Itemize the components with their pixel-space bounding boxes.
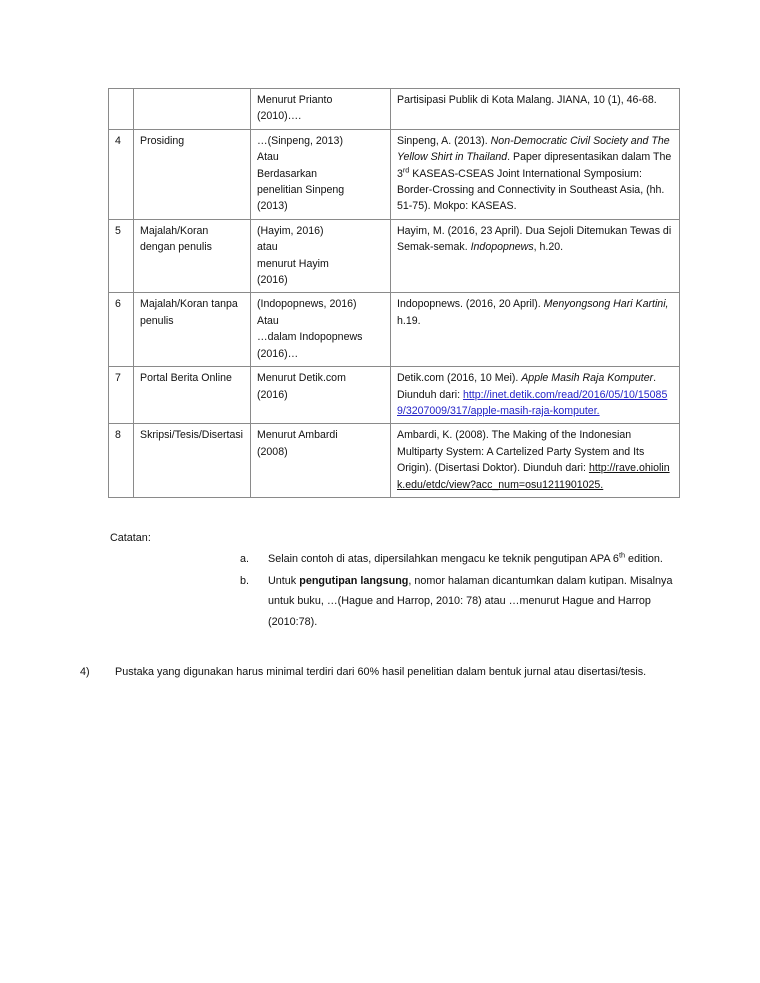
row-number-cell: 4 [109,129,134,219]
citation-line: (2016) [257,388,288,401]
citation-line: Menurut Detik.com [257,372,346,385]
text-run: h.19. [397,314,421,327]
superscript-text: rd [402,165,410,175]
text-run: , nomor halaman dicantumkan dalam kutipan. Misalnya untuk buku, …(Hague and Harrop, 2010: 78) atau …menurut Hague and Harrop (2010:78). [268,574,673,628]
source-type-cell: Majalah/Koran dengan penulis [134,219,251,293]
text-run: . Paper dipresentasikan dalam The 3 [397,151,672,180]
reference-entry-cell [391,219,680,293]
reference-url-link[interactable]: http://inet.detik.com/read/2016/05/10/150859/3207009/317/apple-masih-raja-komputer. [397,388,668,417]
citation-line: (Indopopnews, 2016) [257,298,357,311]
citation-line: Atau [257,151,279,164]
catatan-item [240,571,680,633]
catatan-item [240,549,680,570]
citation-line: Menurut Ambardi [257,429,338,442]
in-text-citation-cell [251,89,391,130]
row-number-cell: 8 [109,424,134,498]
reference-entry-cell [391,89,680,130]
citation-line: (2016)… [257,347,299,360]
source-type-cell: Prosiding [134,129,251,219]
catatan-item-text [268,571,680,633]
reference-entry-cell [391,293,680,367]
source-type-cell: Skripsi/Tesis/Disertasi [134,424,251,498]
text-run: Ambardi, K. (2008). The Making of the Indonesian Multiparty System: A Cartelized Party System and Its Origin). (Disertasi Doktor). Diunduh dari: [397,429,645,475]
citation-line: menurut Hayim [257,257,329,270]
in-text-citation-cell [251,367,391,424]
citation-line: (2010)…. [257,110,302,123]
text-run: KASEAS-CSEAS Joint International Symposium: Border-Crossing and Connectivity in Southeast Asia, (hh. 51-75). Mokpo: KASEAS. [397,167,665,213]
italic-text: Non-Democratic Civil Society and The Yellow Shirt in Thailand [397,134,670,164]
citation-line: (2016) [257,274,288,287]
in-text-citation-cell [251,293,391,367]
row-number-cell [109,89,134,130]
numbered-item-4-marker: 4) [80,666,90,678]
table-row [109,293,680,367]
table-body [109,89,680,498]
source-type-cell: Portal Berita Online [134,367,251,424]
citation-line: (2008) [257,445,288,458]
reference-url-link[interactable]: http://rave.ohiolink.edu/etdc/view?acc_num=osu1211901025. [397,462,670,491]
italic-text: Menyongsong Hari Kartini, [543,298,669,311]
catatan-item-text [268,549,680,570]
source-type-cell: Majalah/Koran tanpa penulis [134,293,251,367]
catatan-item-marker: b. [240,574,250,587]
text-run: Selain contoh di atas, dipersilahkan mengacu ke teknik pengutipan APA 6 [268,553,619,565]
citation-line: …dalam Indopopnews [257,331,363,344]
table-row [109,424,680,498]
citation-line: Menurut Prianto [257,94,333,106]
catatan-list [240,549,680,633]
citation-line: Atau [257,314,279,327]
reference-entry-cell [391,424,680,498]
citation-line: Berdasarkan [257,167,318,180]
superscript-text: th [618,550,626,560]
text-run: , h.20. [533,241,564,254]
table-row [109,129,680,219]
text-run: . Diunduh dari: [397,372,657,401]
citation-line: (Hayim, 2016) [257,224,324,237]
citation-line: (2013) [257,200,288,213]
text-run: Detik.com (2016, 10 Mei). [397,372,522,385]
source-type-cell [134,89,251,130]
table-row [109,89,680,130]
text-run: Partisipasi Publik di Kota Malang. JIANA, 10 (1), 46-68. [397,94,657,106]
row-number-cell: 7 [109,367,134,424]
text-run: Untuk [268,574,300,587]
in-text-citation-cell [251,424,391,498]
row-number-cell: 5 [109,219,134,293]
text-run: edition. [625,553,663,565]
text-run: Indopopnews. (2016, 20 April). [397,298,544,311]
italic-text: Apple Masih Raja Komputer [521,372,654,385]
table-row [109,367,680,424]
citation-line: …(Sinpeng, 2013) [257,134,343,147]
row-number-cell: 6 [109,293,134,367]
table-row [109,219,680,293]
italic-text: Indopopnews [470,241,534,254]
citation-line: penelitian Sinpeng [257,184,345,197]
in-text-citation-cell [251,129,391,219]
citation-line: atau [257,241,278,254]
reference-entry-cell [391,129,680,219]
in-text-citation-cell [251,219,391,293]
catatan-item-marker: a. [240,553,250,565]
reference-entry-cell [391,367,680,424]
text-run: Hayim, M. (2016, 23 April). Dua Sejoli Ditemukan Tewas di Semak-semak. [397,224,672,254]
numbered-item-4 [80,662,680,683]
text-run: Sinpeng, A. (2013). [397,134,491,147]
bold-text: pengutipan langsung [299,574,409,587]
numbered-item-4-text: Pustaka yang digunakan harus minimal terdiri dari 60% hasil penelitian dalam bentuk jurnal atau disertasi/tesis. [115,666,647,678]
catatan-label: Catatan: [110,532,151,544]
reference-examples-table [108,88,680,498]
